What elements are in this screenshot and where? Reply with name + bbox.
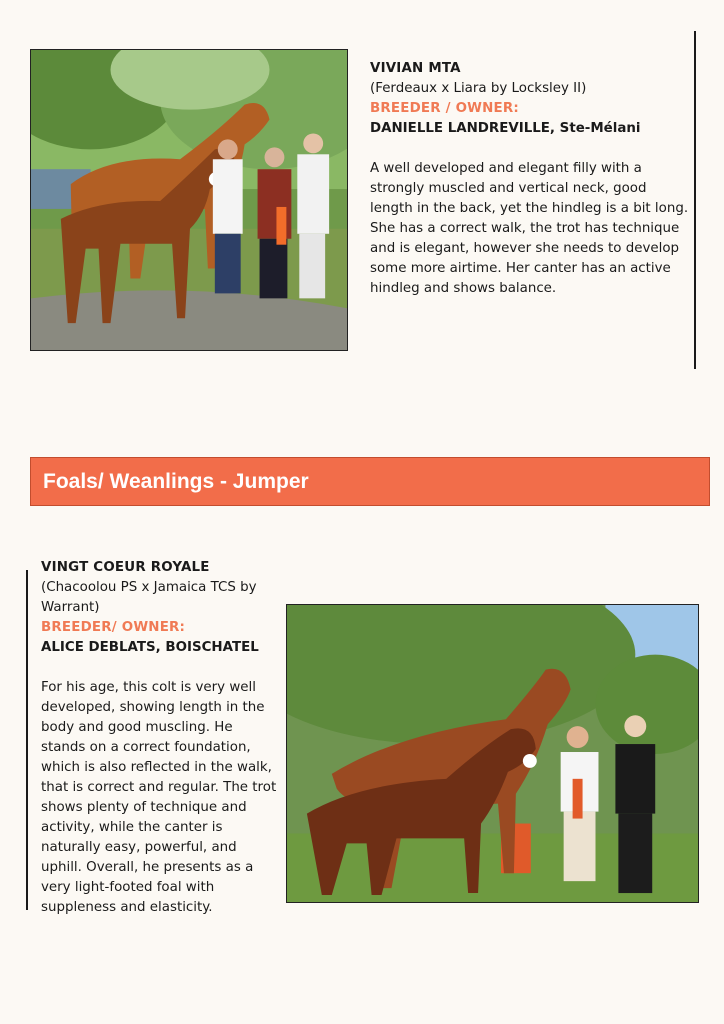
- vertical-divider: [694, 31, 696, 369]
- pedigree: (Chacoolou PS x Jamaica TCS by Warrant): [41, 580, 257, 615]
- pedigree: (Ferdeaux x Liara by Locksley II): [370, 81, 587, 96]
- horse-description: For his age, this colt is very well developed, showing length in the body and good muscling. He stands on a correct foundation, which is also reflected in the walk, that is correct and regular. The trot shows plenty of technique and activity, while the canter is naturally easy, powerful, and uphill. Overall, he presents as a very light-footed foal with suppleness and elasticity.: [41, 680, 277, 915]
- owner-name: ALICE DEBLATS, BOISCHATEL: [41, 640, 259, 655]
- horse-photo-vingt-coeur: [286, 604, 699, 903]
- horse-description: A well developed and elegant filly with a strongly muscled and vertical neck, good length in the back, yet the hindleg is a bit long. She has a correct walk, the trot has technique and is elegant, however she needs to develop some more airtime. Her canter has an active hindleg and shows balance.: [370, 161, 689, 296]
- horse-photo-vivian: [30, 49, 348, 351]
- horse-name: VINGT COEUR ROYALE: [41, 560, 210, 575]
- breeder-owner-label: BREEDER/ OWNER:: [41, 620, 186, 635]
- horse-photo-icon: [31, 50, 347, 350]
- horse-name: VIVIAN MTA: [370, 61, 461, 76]
- owner-name: DANIELLE LANDREVILLE, Ste-Mélani: [370, 121, 641, 136]
- vertical-divider: [26, 570, 28, 910]
- horse-photo-icon: [287, 605, 698, 902]
- breeder-owner-label: BREEDER / OWNER:: [370, 101, 519, 116]
- section-banner: Foals/ Weanlings - Jumper: [30, 457, 710, 506]
